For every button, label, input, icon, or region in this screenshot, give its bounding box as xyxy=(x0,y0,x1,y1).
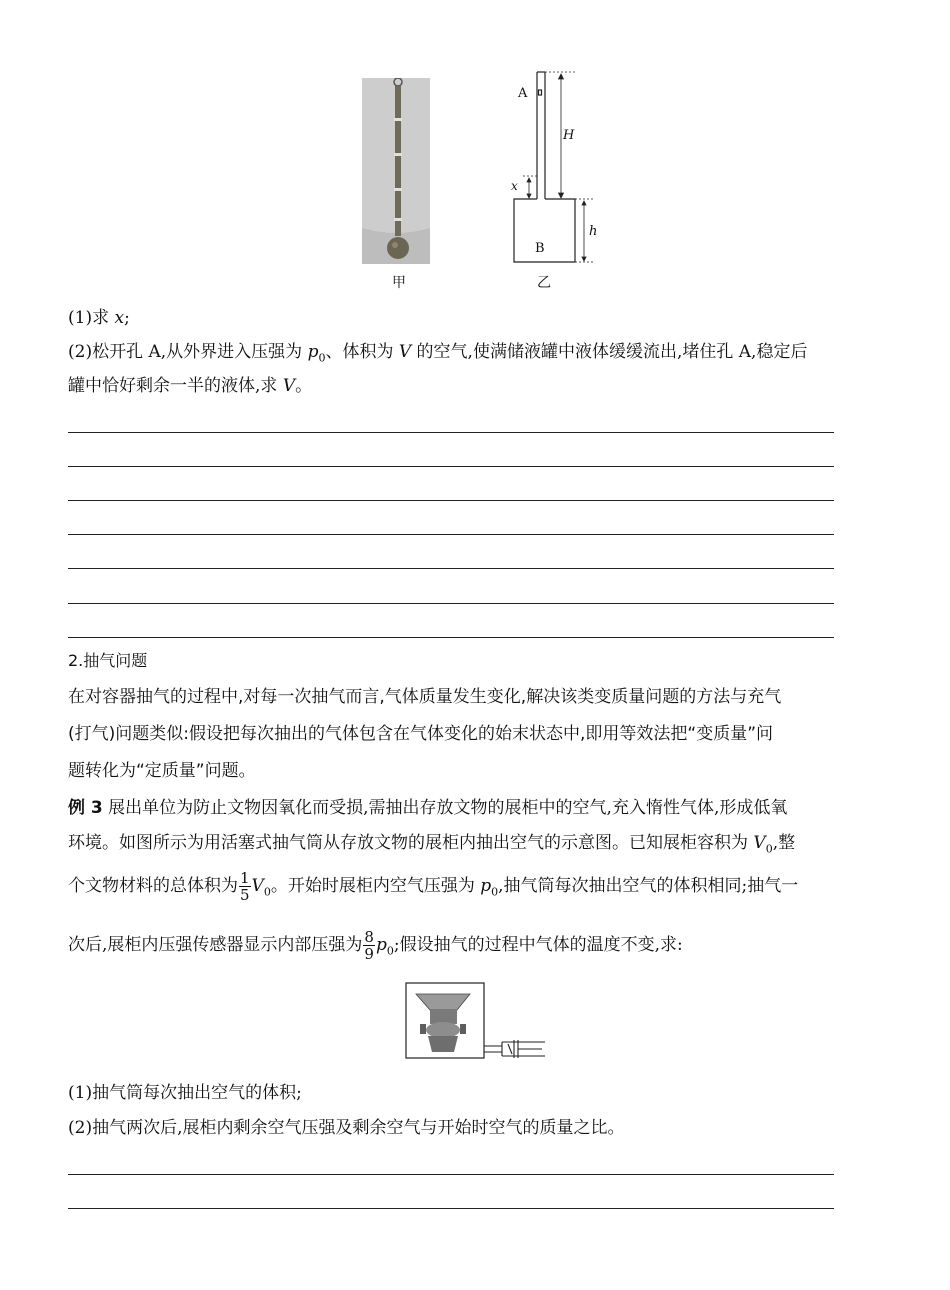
answer-line[interactable] xyxy=(68,1208,834,1209)
q1-part2-line2: 罐中恰好剩余一半的液体,求 V。 xyxy=(68,376,313,396)
caption-yi: 乙 xyxy=(537,275,551,291)
answer-line[interactable] xyxy=(68,603,834,604)
label-A: A xyxy=(518,86,528,101)
answer-line[interactable] xyxy=(68,637,834,638)
fraction-eight-ninths: $\frac{8}{9}$ xyxy=(364,928,374,963)
label-B: B xyxy=(535,241,545,256)
answer-line[interactable] xyxy=(68,568,834,569)
example3-q2: (2)抽气两次后,展柜内剩余空气压强及剩余空气与开始时空气的质量之比。 xyxy=(68,1118,625,1138)
example3-line1: 例 3 展出单位为防止文物因氧化而受损,需抽出存放文物的展柜中的空气,充入惰性气体,形成低氧 xyxy=(68,798,788,818)
cabinet-diagram xyxy=(402,980,552,1070)
section-para-line1: 在对容器抽气的过程中,对每一次抽气而言,气体质量发生变化,解决该类变质量问题的方法与充气 xyxy=(68,687,782,707)
example3-q1: (1)抽气筒每次抽出空气的体积; xyxy=(68,1083,302,1103)
answer-line[interactable] xyxy=(68,432,834,433)
answer-line[interactable] xyxy=(68,500,834,501)
section-para-line3: 题转化为“定质量”问题。 xyxy=(68,761,256,781)
example3-line4: 次后,展柜内压强传感器显示内部压强为 $\frac{8}{9}$ $p_0$;假设抽气的过程中气体的温度不变,求: xyxy=(68,928,683,963)
label-H: H xyxy=(563,128,575,143)
vessel-photo xyxy=(362,78,430,264)
example3-line3: 个文物材料的总体积为 $\frac{1}{5}$ $V_0$。开始时展柜内空气压强为 $p_0$,抽气筒每次抽出空气的体积相同;抽气一 xyxy=(68,869,799,904)
answer-line[interactable] xyxy=(68,1174,834,1175)
section-para-line2: (打气)问题类似:假设把每次抽出的气体包含在气体变化的始末状态中,即用等效法把“变质量”问 xyxy=(68,724,774,744)
section-heading: 2.抽气问题 xyxy=(68,651,148,670)
q1-part2-line1: (2)松开孔 A,从外界进入压强为 $p_0$、体积为 V 的空气,使满储液罐中液体缓缓流出,堵住孔 A,稳定后 xyxy=(68,342,808,365)
example3-line2: 环境。如图所示为用活塞式抽气筒从存放文物的展柜内抽出空气的示意图。已知展柜容积为 $V_0$,整 xyxy=(68,833,796,856)
label-x: x xyxy=(511,179,518,193)
example-label: 例 3 xyxy=(68,798,103,818)
caption-jia: 甲 xyxy=(392,275,406,291)
q1-part1: (1)求 x; xyxy=(68,308,130,328)
label-h: h xyxy=(589,224,598,239)
fraction-one-fifth: $\frac{1}{5}$ xyxy=(240,869,250,904)
answer-line[interactable] xyxy=(68,466,834,467)
answer-line[interactable] xyxy=(68,534,834,535)
